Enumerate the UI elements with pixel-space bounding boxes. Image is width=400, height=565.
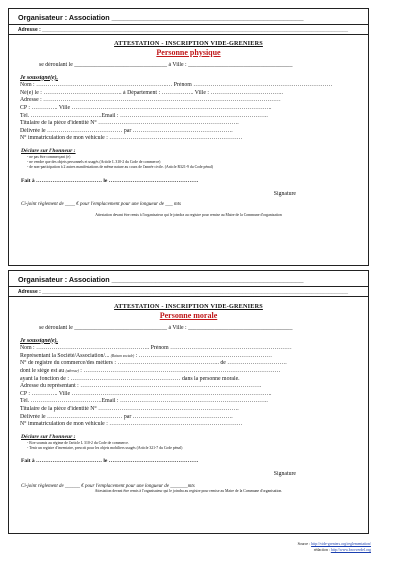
adresse-field[interactable]: Adresse : …………………………………………………………………………………………………………… xyxy=(20,97,281,104)
delivree-field[interactable]: Délivrée le ………………………………… par ……………………………………………. xyxy=(20,413,233,420)
source-label: Source : xyxy=(297,542,312,546)
cp-ville-field[interactable]: CP : ………….. Ville ………………………………………………………………………………………….. xyxy=(20,390,272,397)
representant-field[interactable] xyxy=(9,353,368,361)
form-personne-physique xyxy=(8,8,369,266)
representant-dots: : …………………………………………………………… xyxy=(134,352,273,359)
piece-identite-field[interactable]: Titulaire de la pièce d'identité N° ………………………………………………………………. xyxy=(20,405,239,412)
fonction-field[interactable]: ayant la fonction de : ………………………………………………… dans la personne morale. xyxy=(20,375,240,382)
declaration-item: - Être soumis au régime de l'article L 310-2 du Code de commerce. xyxy=(9,441,368,446)
declaration-item: - Tenir un registre d'inventaire, prescrit pour les objets mobiliers usagés (Article 321-7 du Code pénal) xyxy=(9,446,368,451)
redaction-link[interactable]: http://www.brocverdel.org xyxy=(330,548,371,552)
tel-email-field[interactable]: Tél. ……………………………….Email : ………………………………………………………………….. xyxy=(20,398,268,405)
immatriculation-field[interactable]: N° immatriculation de mon véhicule : …………………………………………………………… xyxy=(20,421,243,428)
reglement-field[interactable]: Ci-joint règlement de ____ € pour l'emplacement pour une longueur de ___ mts xyxy=(21,201,181,207)
siege-field[interactable] xyxy=(9,368,368,376)
reglement-field[interactable]: Ci-joint règlement de ______ € pour l'emplacement pour une longueur de _______mts xyxy=(21,483,195,489)
fait-a-field[interactable]: Fait à ……………………………… le …………………………………………. xyxy=(21,177,199,184)
naissance-field[interactable]: Né(e) le : ………………………………….. à Département : …………….. Ville : ……………………………….. xyxy=(20,89,283,96)
adresse-hint: (adresse) xyxy=(65,368,79,373)
signature-label: Signature xyxy=(273,190,296,197)
declaration-title: Déclare sur l'honneur : xyxy=(21,433,76,440)
immatriculation-field[interactable]: N° immatriculation de mon véhicule : …………………………………………………………… xyxy=(20,135,243,142)
declaration-item: - ne vendre que des objets personnels et usagés (Article L 310-2 du Code de commerce) xyxy=(9,160,368,165)
date-ville-field[interactable]: se déroulant le ________________________________ à Ville : ____________________________________ xyxy=(39,325,293,331)
form-subtitle: Personne morale xyxy=(159,311,218,320)
attestation-note: Attestation devant être remis à l'organisateur qui le joindra au registre pour remise au Maire de la Commune d'organisation. xyxy=(94,488,283,493)
declaration-item: - de non-participation à 2 autres manifestations de même nature au cours de l'année civile. (Article R321-9 du Code pénal) xyxy=(9,165,368,170)
form-title: ATTESTATION - INSCRIPTION VIDE-GRENIERS xyxy=(114,40,263,47)
registre-field[interactable]: N° de registre du commerce/des métiers : …………………………………………….. de …………………………. xyxy=(20,360,287,367)
declaration-item: - ne pas être commerçant (e) xyxy=(9,155,368,160)
siege-dots: : ………………………………………………………………………………………… xyxy=(78,367,281,374)
raison-sociale-hint: (Raison sociale) xyxy=(110,353,135,358)
source-footer xyxy=(298,541,371,553)
adresse-line[interactable]: Adresse : ______________________________________________________________________________________________________________ xyxy=(18,27,349,33)
date-ville-field[interactable]: se déroulant le ________________________________ à Ville : ____________________________________ xyxy=(39,62,293,68)
piece-identite-field[interactable]: Titulaire de la pièce d'identité N° ………………………………………………………………. xyxy=(20,120,239,127)
form-title: ATTESTATION - INSCRIPTION VIDE-GRENIERS xyxy=(114,303,263,310)
divider xyxy=(9,296,368,297)
adresse-representant-field[interactable]: Adresse du représentant : …………………………………………………………………………………. xyxy=(20,383,262,390)
soussigne-label: Je soussigné(e), xyxy=(20,74,58,81)
organisateur-line[interactable]: Organisateur : Association ________________________________________________ xyxy=(18,13,304,22)
divider xyxy=(9,34,368,35)
nom-prenom-field[interactable]: Nom : …………………………………………………………..… Prénom ……………………………………………………………… xyxy=(20,82,333,89)
delivree-field[interactable]: Délivrée le ………………………………… par ……………………………………………. xyxy=(20,127,233,134)
soussigne-label: Je soussigné(e), xyxy=(20,337,58,344)
nom-prenom-field[interactable]: Nom : ………………………………………………….. Prénom ……………………………………………………… xyxy=(20,345,292,352)
cp-ville-field[interactable]: CP : ………….. Ville ………………………………………………………………………………………….. xyxy=(20,104,272,111)
form-subtitle: Personne physique xyxy=(156,48,221,57)
declaration-title: Déclare sur l'honneur : xyxy=(21,147,76,154)
fait-a-field[interactable]: Fait à ……………………………… le …………………………………………. xyxy=(21,457,199,464)
representant-label: Représentant la Société/Association/... xyxy=(20,352,111,359)
source-link[interactable]: http://vide-greniers.org/reglementation/ xyxy=(311,542,371,546)
attestation-note: Attestation devant être remis à l'organisateur qui le joindra au registre pour remise au Maire de la Commune d'organisation xyxy=(95,212,282,217)
adresse-line[interactable]: Adresse : ______________________________________________________________________________________________________________ xyxy=(18,289,349,295)
tel-email-field[interactable]: Tél. ……………………………….Email : ………………………………………………………………….. xyxy=(20,112,268,119)
organisateur-line[interactable]: Organisateur : Association ________________________________________________ xyxy=(18,275,304,284)
signature-label: Signature xyxy=(273,470,296,477)
redaction-label: rédaction : xyxy=(313,548,331,552)
form-personne-morale xyxy=(8,270,369,534)
siege-label: dont le siège est au xyxy=(20,367,66,374)
